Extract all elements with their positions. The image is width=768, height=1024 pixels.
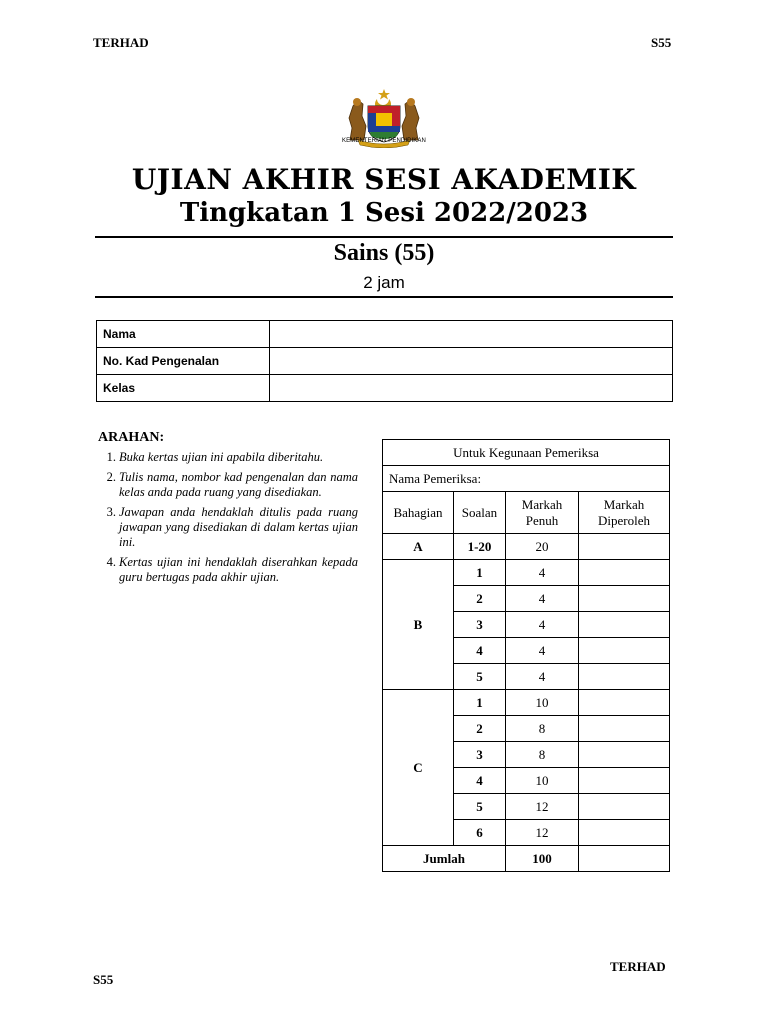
class-field[interactable] xyxy=(270,375,673,402)
ministry-caption: KEMENTERIAN PENDIDIKAN xyxy=(342,138,426,144)
obtained-marks-field[interactable] xyxy=(579,664,670,690)
instruction-number: 3. xyxy=(106,505,116,519)
question-number: 2 xyxy=(454,716,506,742)
question-number: 1 xyxy=(454,690,506,716)
total-full-marks: 100 xyxy=(506,846,579,872)
full-marks: 4 xyxy=(506,664,579,690)
examiner-table-title: Untuk Kegunaan Pemeriksa xyxy=(383,440,670,466)
class-label: Kelas xyxy=(97,375,270,402)
obtained-marks-field[interactable] xyxy=(579,586,670,612)
name-field[interactable] xyxy=(270,321,673,348)
total-obtained-field[interactable] xyxy=(579,846,670,872)
col-header-full-marks: Markah Penuh xyxy=(506,492,579,534)
question-number: 4 xyxy=(454,638,506,664)
obtained-marks-field[interactable] xyxy=(579,716,670,742)
ic-number-field[interactable] xyxy=(270,348,673,375)
instruction-text: Kertas ujian ini hendaklah diserahkan kepada guru bertugas pada akhir ujian. xyxy=(119,555,358,584)
examiner-name-field[interactable]: Nama Pemeriksa: xyxy=(383,466,670,492)
table-row xyxy=(383,560,670,586)
instruction-item xyxy=(98,505,358,550)
obtained-marks-field[interactable] xyxy=(579,742,670,768)
full-marks: 12 xyxy=(506,794,579,820)
question-number: 4 xyxy=(454,768,506,794)
instruction-number: 1. xyxy=(106,450,116,464)
exam-duration: 2 jam xyxy=(363,273,405,292)
question-number: 5 xyxy=(454,794,506,820)
total-row xyxy=(383,846,670,872)
info-row-name xyxy=(97,321,673,348)
footer-right-label: TERHAD xyxy=(610,959,666,974)
question-number: 3 xyxy=(454,742,506,768)
instruction-text: Jawapan anda hendaklah ditulis pada ruang jawapan yang disediakan di dalam kertas ujian ini. xyxy=(119,505,358,549)
info-row-class xyxy=(97,375,673,402)
obtained-marks-field[interactable] xyxy=(579,534,670,560)
bottom-divider xyxy=(95,296,673,298)
full-marks: 4 xyxy=(506,612,579,638)
question-number: 5 xyxy=(454,664,506,690)
student-info-table xyxy=(96,320,673,402)
section-label: C xyxy=(383,690,454,846)
full-marks: 8 xyxy=(506,742,579,768)
ic-number-label: No. Kad Pengenalan xyxy=(97,348,270,375)
question-number: 6 xyxy=(454,820,506,846)
instruction-item xyxy=(98,450,358,465)
table-row xyxy=(383,534,670,560)
obtained-marks-field[interactable] xyxy=(579,638,670,664)
examiner-table xyxy=(382,439,670,872)
full-marks: 10 xyxy=(506,690,579,716)
instructions-list xyxy=(98,450,358,590)
col-header-section: Bahagian xyxy=(383,492,454,534)
question-number: 2 xyxy=(454,586,506,612)
full-marks: 20 xyxy=(506,534,579,560)
col-header-obtained-marks: Markah Diperoleh xyxy=(579,492,670,534)
question-number: 1 xyxy=(454,560,506,586)
instruction-text: Tulis nama, nombor kad pengenalan dan nama kelas anda pada ruang yang disediakan. xyxy=(119,470,358,499)
header-right-code: S55 xyxy=(651,35,672,50)
obtained-marks-field[interactable] xyxy=(579,794,670,820)
exam-subtitle: Tingkatan 1 Sesi 2022/2023 xyxy=(179,198,589,228)
section-label: B xyxy=(383,560,454,690)
col-header-question: Soalan xyxy=(454,492,506,534)
obtained-marks-field[interactable] xyxy=(579,768,670,794)
obtained-marks-field[interactable] xyxy=(579,820,670,846)
full-marks: 8 xyxy=(506,716,579,742)
table-row xyxy=(383,690,670,716)
question-number: 3 xyxy=(454,612,506,638)
instruction-item xyxy=(98,555,358,585)
obtained-marks-field[interactable] xyxy=(579,690,670,716)
name-label: Nama xyxy=(97,321,270,348)
info-row-ic xyxy=(97,348,673,375)
instruction-item xyxy=(98,470,358,500)
full-marks: 4 xyxy=(506,586,579,612)
full-marks: 10 xyxy=(506,768,579,794)
header-left-label: TERHAD xyxy=(93,35,149,50)
top-divider xyxy=(95,236,673,238)
exam-title: UJIAN AKHIR SESI AKADEMIK xyxy=(131,163,637,196)
footer-left-code: S55 xyxy=(93,972,114,987)
obtained-marks-field[interactable] xyxy=(579,612,670,638)
full-marks: 4 xyxy=(506,638,579,664)
total-label: Jumlah xyxy=(383,846,506,872)
instruction-number: 2. xyxy=(106,470,116,484)
question-number: 1-20 xyxy=(454,534,506,560)
obtained-marks-field[interactable] xyxy=(579,560,670,586)
subject-title: Sains (55) xyxy=(333,240,435,266)
instructions-title: ARAHAN: xyxy=(98,430,165,445)
instruction-number: 4. xyxy=(106,555,116,569)
section-label: A xyxy=(383,534,454,560)
full-marks: 12 xyxy=(506,820,579,846)
full-marks: 4 xyxy=(506,560,579,586)
instruction-text: Buka kertas ujian ini apabila diberitahu. xyxy=(119,450,324,464)
